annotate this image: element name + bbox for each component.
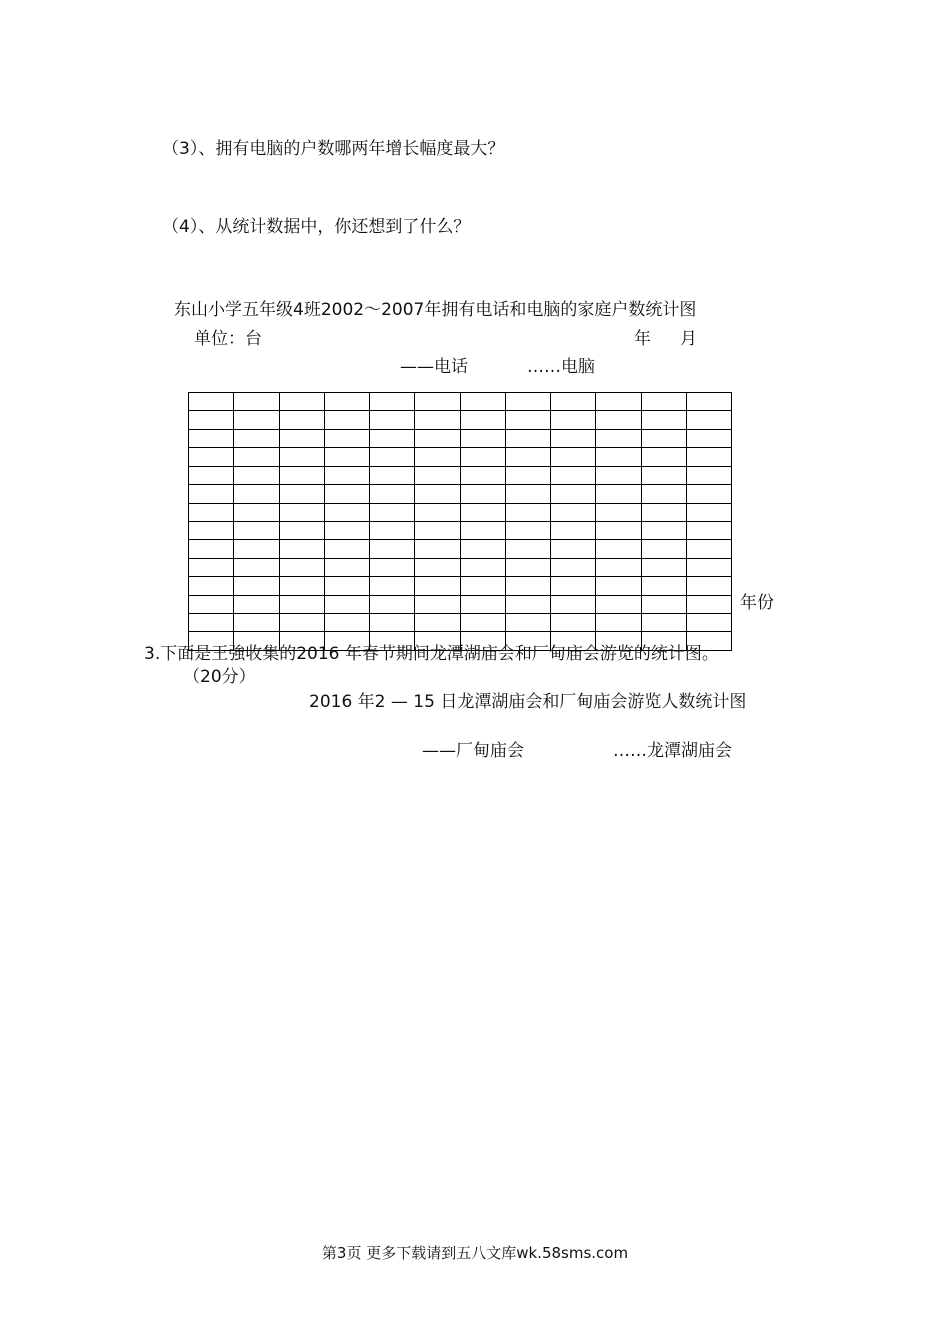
- grid-cell: [189, 503, 234, 521]
- grid-cell: [279, 466, 324, 484]
- grid-cell: [505, 577, 550, 595]
- grid-row: [189, 577, 732, 595]
- grid-cell: [370, 595, 415, 613]
- grid-cell: [415, 614, 460, 632]
- grid-cell: [460, 485, 505, 503]
- grid-cell: [324, 577, 369, 595]
- grid-cell: [551, 411, 596, 429]
- grid-cell: [596, 466, 641, 484]
- grid-row: [189, 485, 732, 503]
- grid-cell: [686, 429, 731, 447]
- legend-computer: ……电脑: [527, 357, 595, 377]
- x-axis-label: 年份: [740, 593, 774, 613]
- grid-cell: [596, 393, 641, 411]
- grid-cell: [189, 429, 234, 447]
- grid-cell: [596, 448, 641, 466]
- grid-cell: [324, 595, 369, 613]
- grid-cell: [234, 577, 279, 595]
- grid-cell: [505, 466, 550, 484]
- grid-cell: [415, 466, 460, 484]
- grid-cell: [460, 411, 505, 429]
- grid-cell: [234, 558, 279, 576]
- grid-cell: [279, 521, 324, 539]
- grid-cell: [686, 503, 731, 521]
- grid-cell: [596, 485, 641, 503]
- grid-cell: [505, 614, 550, 632]
- grid-cell: [686, 614, 731, 632]
- grid-row: [189, 393, 732, 411]
- grid-cell: [234, 466, 279, 484]
- grid-cell: [551, 485, 596, 503]
- grid-cell: [324, 614, 369, 632]
- grid-cell: [279, 429, 324, 447]
- grid-row: [189, 429, 732, 447]
- grid-cell: [551, 429, 596, 447]
- grid-cell: [415, 393, 460, 411]
- grid-cell: [460, 393, 505, 411]
- grid-cell: [551, 540, 596, 558]
- grid-cell: [234, 393, 279, 411]
- blank-chart-grid: [188, 392, 732, 651]
- grid-cell: [460, 521, 505, 539]
- grid-cell: [505, 521, 550, 539]
- grid-cell: [279, 503, 324, 521]
- grid-row: [189, 503, 732, 521]
- grid-cell: [641, 503, 686, 521]
- question-4: （4）、从统计数据中，你还想到了什么？: [162, 217, 471, 237]
- grid-cell: [686, 558, 731, 576]
- month-label: 月: [680, 329, 697, 349]
- grid-cell: [189, 577, 234, 595]
- grid-cell: [460, 429, 505, 447]
- grid-cell: [324, 503, 369, 521]
- grid-cell: [324, 521, 369, 539]
- grid-cell: [460, 503, 505, 521]
- grid-cell: [460, 540, 505, 558]
- grid-cell: [234, 521, 279, 539]
- grid-cell: [189, 393, 234, 411]
- grid-cell: [641, 485, 686, 503]
- grid-cell: [415, 485, 460, 503]
- grid-cell: [641, 595, 686, 613]
- grid-cell: [551, 558, 596, 576]
- grid-cell: [551, 521, 596, 539]
- grid-cell: [279, 614, 324, 632]
- grid-cell: [505, 595, 550, 613]
- grid-cell: [324, 485, 369, 503]
- grid-cell: [596, 411, 641, 429]
- grid-cell: [505, 429, 550, 447]
- grid-cell: [596, 558, 641, 576]
- chart-2-title: 2016 年2 — 15 日龙潭湖庙会和厂甸庙会游览人数统计图: [309, 692, 747, 712]
- grid-cell: [324, 466, 369, 484]
- grid-cell: [279, 393, 324, 411]
- grid-cell: [370, 540, 415, 558]
- grid-cell: [505, 558, 550, 576]
- grid-row: [189, 540, 732, 558]
- grid-cell: [370, 466, 415, 484]
- grid-cell: [505, 540, 550, 558]
- grid-cell: [686, 485, 731, 503]
- question-3: （3）、拥有电脑的户数哪两年增长幅度最大？: [162, 139, 505, 159]
- page-footer: 第3页 更多下载请到五八文库wk.58sms.com: [321, 1244, 629, 1262]
- grid-cell: [686, 577, 731, 595]
- grid-cell: [596, 540, 641, 558]
- grid-row: [189, 614, 732, 632]
- grid-cell: [415, 521, 460, 539]
- grid-cell: [370, 614, 415, 632]
- year-label: 年: [634, 329, 651, 349]
- grid-cell: [551, 595, 596, 613]
- legend-changdian: ——厂甸庙会: [422, 741, 524, 761]
- grid-cell: [596, 429, 641, 447]
- grid-cell: [370, 558, 415, 576]
- grid-cell: [505, 503, 550, 521]
- grid-cell: [415, 503, 460, 521]
- section-3-question: 3.下面是王強收集的2016 年春节期间龙潭湖庙会和厂甸庙会游览的统计图。: [144, 644, 719, 664]
- grid-cell: [324, 448, 369, 466]
- grid-cell: [279, 448, 324, 466]
- grid-row: [189, 411, 732, 429]
- grid-cell: [551, 503, 596, 521]
- grid-cell: [641, 411, 686, 429]
- grid-cell: [551, 448, 596, 466]
- grid-cell: [596, 503, 641, 521]
- points-label: （20分）: [183, 667, 256, 687]
- grid-row: [189, 521, 732, 539]
- grid-cell: [279, 577, 324, 595]
- grid-cell: [641, 521, 686, 539]
- grid-row: [189, 466, 732, 484]
- grid-cell: [686, 540, 731, 558]
- grid-cell: [551, 614, 596, 632]
- grid-cell: [460, 448, 505, 466]
- grid-row: [189, 595, 732, 613]
- grid-cell: [686, 448, 731, 466]
- grid-cell: [641, 466, 686, 484]
- unit-label: 单位：台: [194, 329, 262, 349]
- grid-row: [189, 558, 732, 576]
- grid-cell: [641, 429, 686, 447]
- grid-cell: [324, 393, 369, 411]
- grid-cell: [370, 485, 415, 503]
- grid-cell: [460, 558, 505, 576]
- grid-cell: [234, 411, 279, 429]
- grid-cell: [641, 540, 686, 558]
- grid-cell: [551, 393, 596, 411]
- grid-cell: [641, 393, 686, 411]
- grid-cell: [370, 411, 415, 429]
- grid-cell: [505, 485, 550, 503]
- grid-cell: [279, 485, 324, 503]
- grid-cell: [234, 503, 279, 521]
- grid-cell: [596, 577, 641, 595]
- grid-cell: [641, 614, 686, 632]
- grid-cell: [460, 577, 505, 595]
- grid-cell: [324, 558, 369, 576]
- grid-cell: [189, 614, 234, 632]
- grid-cell: [279, 411, 324, 429]
- grid-cell: [189, 540, 234, 558]
- grid-cell: [370, 577, 415, 595]
- grid-cell: [505, 411, 550, 429]
- grid-row: [189, 448, 732, 466]
- grid-cell: [189, 595, 234, 613]
- grid-cell: [189, 448, 234, 466]
- grid-cell: [324, 540, 369, 558]
- grid-cell: [370, 503, 415, 521]
- grid-cell: [234, 429, 279, 447]
- grid-cell: [641, 448, 686, 466]
- grid-cell: [415, 540, 460, 558]
- grid-cell: [505, 448, 550, 466]
- grid-cell: [551, 466, 596, 484]
- grid-cell: [279, 558, 324, 576]
- grid-cell: [234, 540, 279, 558]
- grid-cell: [324, 411, 369, 429]
- grid-cell: [370, 521, 415, 539]
- grid-cell: [415, 577, 460, 595]
- grid-cell: [234, 448, 279, 466]
- grid-cell: [641, 558, 686, 576]
- grid-cell: [415, 448, 460, 466]
- grid-cell: [641, 577, 686, 595]
- legend-longtan: ……龙潭湖庙会: [613, 741, 732, 761]
- grid-cell: [189, 411, 234, 429]
- grid-cell: [686, 466, 731, 484]
- grid-cell: [189, 521, 234, 539]
- legend-phone: ——电话: [400, 357, 468, 377]
- grid-cell: [415, 411, 460, 429]
- grid-cell: [686, 521, 731, 539]
- grid-cell: [460, 595, 505, 613]
- grid-cell: [370, 393, 415, 411]
- grid-cell: [460, 614, 505, 632]
- grid-cell: [596, 614, 641, 632]
- grid-cell: [234, 595, 279, 613]
- grid-cell: [415, 558, 460, 576]
- grid-cell: [370, 429, 415, 447]
- grid-cell: [234, 485, 279, 503]
- grid-cell: [234, 614, 279, 632]
- grid-cell: [279, 595, 324, 613]
- grid-cell: [189, 466, 234, 484]
- grid-cell: [686, 411, 731, 429]
- grid-cell: [686, 393, 731, 411]
- chart-title: 东山小学五年级4班2002～2007年拥有电话和电脑的家庭户数统计图: [174, 300, 697, 320]
- grid-cell: [189, 558, 234, 576]
- grid-cell: [686, 595, 731, 613]
- grid-cell: [596, 595, 641, 613]
- grid-cell: [505, 393, 550, 411]
- grid-cell: [460, 466, 505, 484]
- grid-cell: [415, 429, 460, 447]
- grid-cell: [189, 485, 234, 503]
- grid-cell: [596, 521, 641, 539]
- grid-cell: [279, 540, 324, 558]
- grid-cell: [370, 448, 415, 466]
- grid-cell: [415, 595, 460, 613]
- grid-cell: [324, 429, 369, 447]
- grid-cell: [551, 577, 596, 595]
